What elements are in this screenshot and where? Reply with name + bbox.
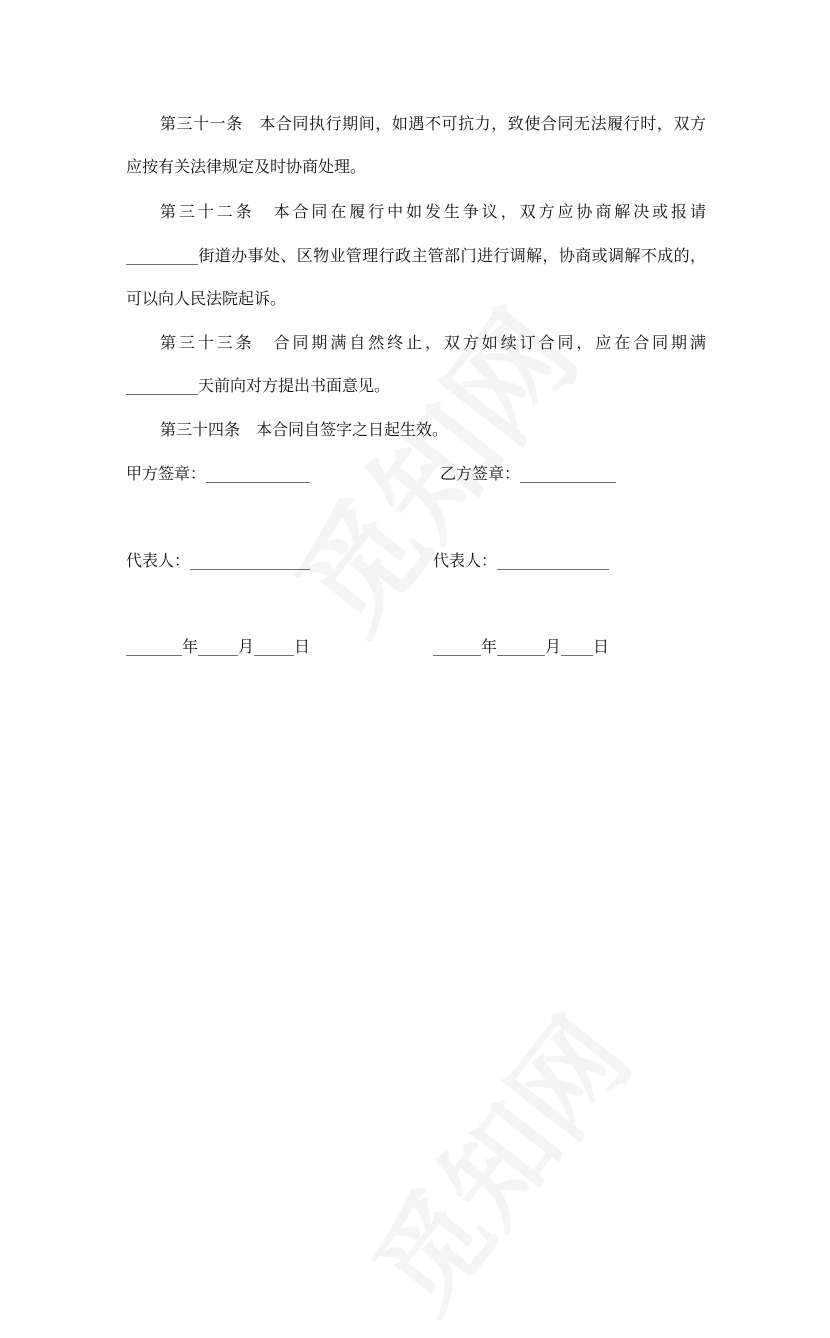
party-a-representative-field: 代表人：_______________ [126,551,311,570]
article-34-line-1: 第三十四条 本合同自签字之日起生效。 [160,420,449,439]
article-31-line-2: 应按有关法律规定及时协商处理。 [126,157,367,176]
watermark [331,980,659,1337]
party-b-date-field: ______年______月____日 [433,637,610,656]
party-b-representative-field: 代表人：______________ [433,551,610,570]
party-a-seal-field: 甲方签章：_____________ [126,464,311,483]
article-32-line-1: 第三十二条 本合同在履行中如发生争议，双方应协商解决或报请 [160,202,706,221]
article-33-line-2: _________天前向对方提出书面意见。 [126,376,391,395]
party-b-seal-field: 乙方签章：____________ [440,464,617,483]
party-a-date-field: _______年_____月_____日 [126,637,311,656]
article-32-line-2: _________街道办事处、区物业管理行政主管部门进行调解，协商或调解不成的， [126,246,706,265]
article-31-line-1: 第三十一条 本合同执行期间，如遇不可抗力，致使合同无法履行时，双方 [160,114,706,133]
article-33-line-1: 第三十三条 合同期满自然终止，双方如续订合同，应在合同期满 [160,333,706,352]
article-32-line-3: 可以向人民法院起诉。 [126,289,287,308]
